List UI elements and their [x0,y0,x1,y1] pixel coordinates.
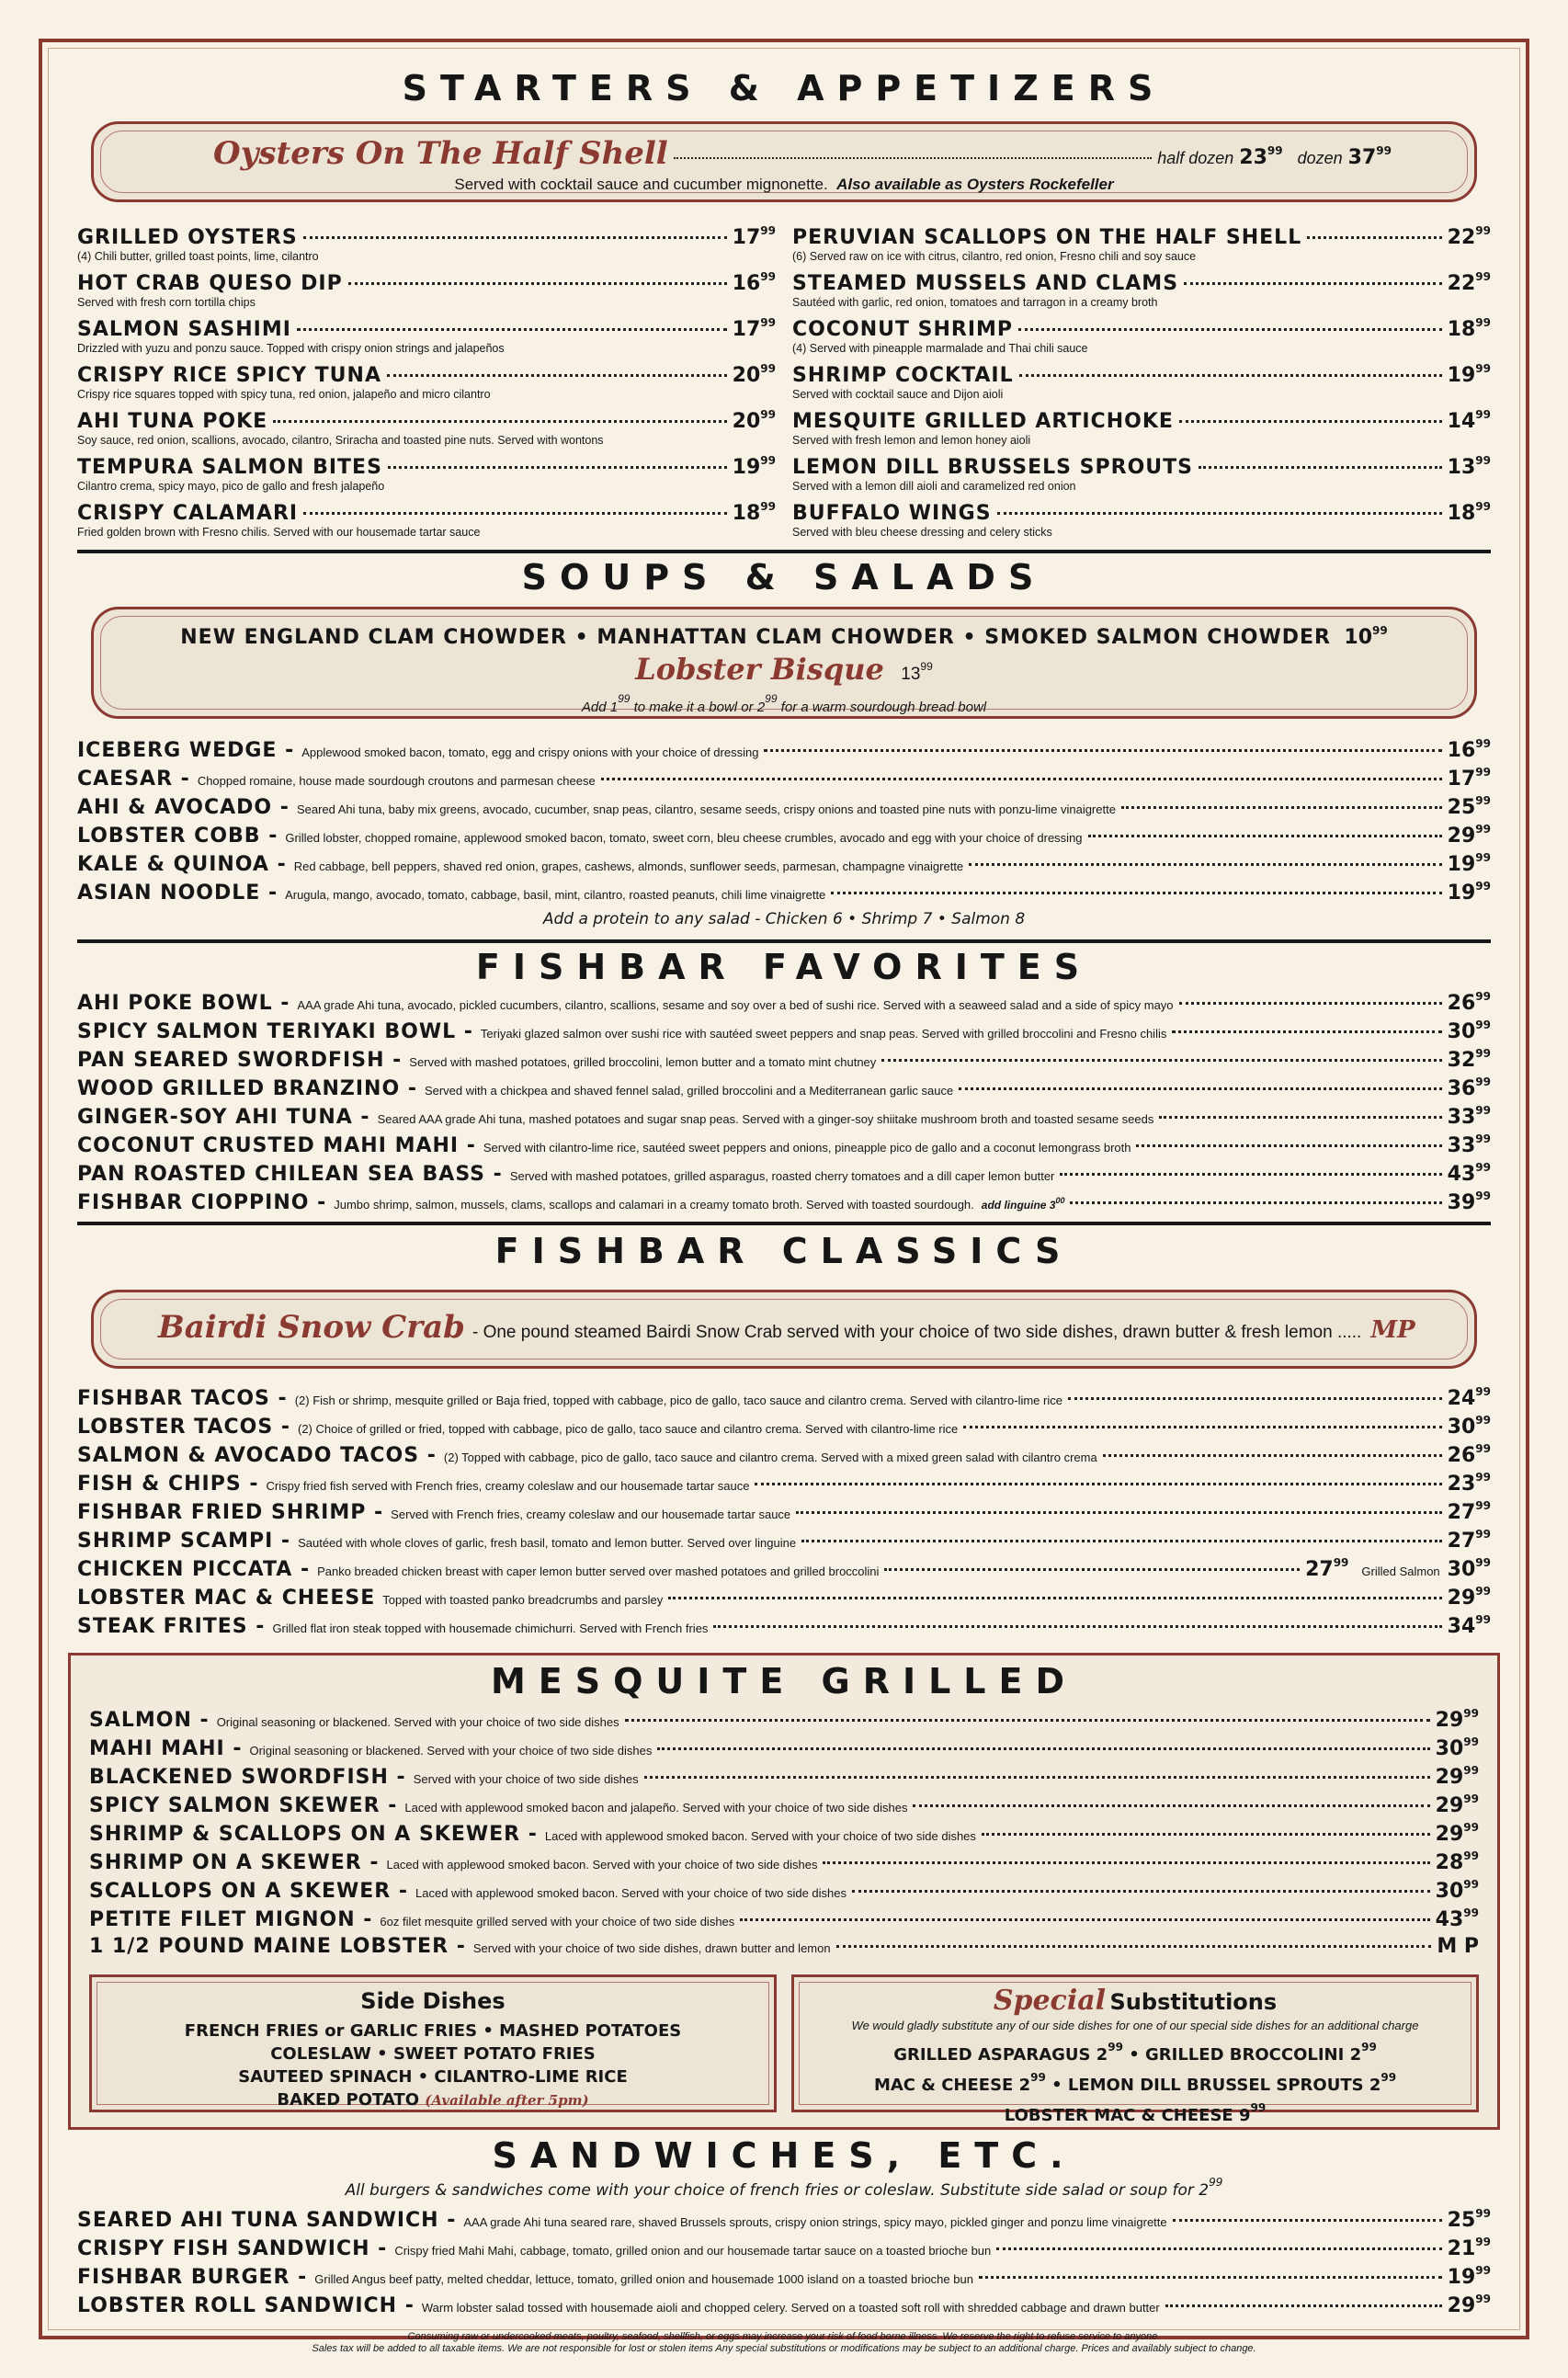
special-line: LOBSTER MAC & CHEESE $9^{99}$ [1004,2100,1267,2125]
menu-item: GRILLED OYSTERS $17^{99}$ (4) Chili butter, grilled toast points, lime, cilantro [77,223,776,263]
menu-item: WOOD GRILLED BRANZINO - Served with a chickpea and shaved fennel salad, grilled broccolini and a Mediterranean garlic sauce $36^{99}$ [77,1075,1491,1101]
special-title: Special Substitutions [993,1984,1278,2017]
dozen-price: $37^{99}$ [1347,143,1392,169]
side-dishes-line: BAKED POTATO (Available after 5pm) [277,2089,589,2110]
menu-item: GINGER-SOY AHI TUNA - Seared AAA grade Ahi tuna, mashed potatoes and sugar snap peas. Served with a ginger-soy shiitake mushroom broth and toasted sesame seeds $33^{99}$ [77,1104,1491,1130]
menu-item: SHRIMP ON A SKEWER - Laced with applewood smoked bacon. Served with your choice of two side dishes $28^{99}$ [89,1849,1479,1874]
special-line: GRILLED ASPARAGUS $2^{99}$ • GRILLED BROCCOLINI $2^{99}$ [893,2040,1377,2065]
sides-row [89,1974,1479,2125]
section-title-favorites: FISHBAR FAVORITES [475,946,1093,987]
section-title-starters: STARTERS & APPETIZERS [402,68,1166,108]
menu-item: FISHBAR FRIED SHRIMP - Served with French fries, creamy coleslaw and our housemade tartar sauce $27^{99}$ [77,1499,1491,1525]
menu-item: COCONUT SHRIMP $18^{99}$ (4) Served with pineapple marmalade and Thai chili sauce [792,315,1491,355]
menu-item: 1 1/2 POUND MAINE LOBSTER - Served with your choice of two side dishes, drawn butter and lemon M P [89,1934,1479,1958]
menu-item: STEAMED MUSSELS AND CLAMS $22^{99}$ Sautéed with garlic, red onion, tomatoes and tarragon in a creamy broth [792,269,1491,309]
menu-item: CRISPY RICE SPICY TUNA $20^{99}$ Crispy rice squares topped with spicy tuna, red onion, jalapeño and micro cilantro [77,361,776,401]
oysters-title: Oysters On The Half Shell [213,134,668,172]
section-title-soups: SOUPS & SALADS [521,556,1047,597]
menu-item: PERUVIAN SCALLOPS ON THE HALF SHELL $22^{99}$ (6) Served raw on ice with citrus, cilantro, red onion, Fresno chili and soy sauce [792,223,1491,263]
menu-item: TEMPURA SALMON BITES $19^{99}$ Cilantro crema, spicy mayo, pico de gallo and fresh jalapeño [77,453,776,493]
menu-item: SALMON SASHIMI $17^{99}$ Drizzled with yuzu and ponzu sauce. Topped with crispy onion strings and jalapeños [77,315,776,355]
oysters-banner [91,121,1477,202]
menu-item: CHICKEN PICCATA - Panko breaded chicken breast with caper lemon butter served over mashed potatoes and grilled broccolini $27^{99}$ Grilled Salmon $30^{99}$ [77,1556,1491,1582]
side-dishes-line: FRENCH FRIES or GARLIC FRIES • MASHED POTATOES [184,2020,682,2041]
menu-item: MESQUITE GRILLED ARTICHOKE $14^{99}$ Served with fresh lemon and lemon honey aioli [792,407,1491,447]
menu-item: BUFFALO WINGS $18^{99}$ Served with bleu cheese dressing and celery sticks [792,499,1491,539]
footer-line: Sales tax will be added to all taxable items. We are not responsible for lost or stolen items Any special substitutions or modifications may be subject to an additional charge. Prices and availably subject to change. [312,2343,1256,2354]
menu-item: SPICY SALMON TERIYAKI BOWL - Teriyaki glazed salmon over sushi rice with sautéed sweet peppers and snap peas. Served with grilled broccolini and Fresno chilis $30^{99}$ [77,1018,1491,1044]
mesquite-list [89,1707,1479,1963]
menu-item: MAHI MAHI - Original seasoning or blackened. Served with your choice of two side dishes $30^{99}$ [89,1735,1479,1760]
menu-item: SHRIMP & SCALLOPS ON A SKEWER - Laced with applewood smoked bacon. Served with your choice of two side dishes $29^{99}$ [89,1820,1479,1846]
starters-left-column [77,224,776,546]
salad-list [77,737,1491,908]
menu-item: SHRIMP COCKTAIL $19^{99}$ Served with cocktail sauce and Dijon aioli [792,361,1491,401]
favorites-list [77,990,1491,1218]
menu-item: AHI TUNA POKE $20^{99}$ Soy sauce, red onion, scallions, avocado, cilantro, Sriracha and toasted pine nuts. Served with wontons [77,407,776,447]
protein-note: Add a protein to any salad - Chicken 6 • Shrimp 7 • Salmon 8 [542,909,1026,928]
bisque-line: Lobster Bisque $13^{99}$ [635,651,933,687]
menu-item: PETITE FILET MIGNON - 6oz filet mesquite grilled served with your choice of two side dishes $43^{99}$ [89,1906,1479,1931]
sandwiches-list [77,2207,1491,2321]
classics-list [77,1385,1491,1642]
menu-item: AHI POKE BOWL - AAA grade Ahi tuna, avocado, pickled cucumbers, cilantro, scallions, sesame and soy over a bed of sushi rice. Served with a seaweed salad and a side of spicy mayo $26^{99}$ [77,990,1491,1016]
section-divider [77,1222,1491,1225]
mesquite-box [68,1653,1500,2130]
menu-item: FISH & CHIPS - Crispy fried fish served with French fries, creamy coleslaw and our housemade tartar sauce $23^{99}$ [77,1471,1491,1496]
section-title-sandwiches: SANDWICHES, ETC. [492,2134,1076,2176]
menu-item: HOT CRAB QUESO DIP $16^{99}$ Served with fresh corn tortilla chips [77,269,776,309]
bread-bowl-note: Add $1^{99}$ to make it a bowl or $2^{99}$ for a warm sourdough bread bowl [581,691,987,715]
menu-item: CRISPY CALAMARI $18^{99}$ Fried golden brown with Fresno chilis. Served with our housemade tartar sauce [77,499,776,539]
section-divider [77,550,1491,553]
menu-item: FISHBAR BURGER - Grilled Angus beef patty, melted cheddar, lettuce, tomato, grilled onion and housemade 1000 island on a toasted brioche bun $19^{99}$ [77,2263,1491,2289]
menu-item: PAN SEARED SWORDFISH - Served with mashed potatoes, grilled broccolini, lemon butter and a tomato mint chutney $32^{99}$ [77,1047,1491,1073]
menu-item: LEMON DILL BRUSSELS SPROUTS $13^{99}$ Served with a lemon dill aioli and caramelized red onion [792,453,1491,493]
section-divider [77,939,1491,943]
special-note: We would gladly substitute any of our side dishes for one of our special side dishes for an additional charge [851,2018,1419,2032]
snow-crab-banner [91,1290,1477,1369]
menu-item: LOBSTER COBB - Grilled lobster, chopped romaine, applewood smoked bacon, tomato, sweet corn, bleu cheese crumbles, avocado and egg with your choice of dressing $29^{99}$ [77,822,1491,848]
starters-right-column [792,224,1491,546]
special-line: MAC & CHEESE $2^{99}$ • LEMON DILL BRUSSEL SPROUTS $2^{99}$ [873,2070,1397,2095]
half-dozen-price: $23^{99}$ [1239,143,1283,169]
footer-line: Consuming raw or undercooked meats, poultry, seafood, shellfish, or eggs may increase your risk of food borne illness. We reserve the right to refuse service to anyone. [407,2331,1161,2342]
snow-crab-line: Bairdi Snow Crab - One pound steamed Bairdi Snow Crab served with your choice of two side dishes, drawn butter & fresh lemon ..... MP [158,1309,1415,1347]
menu-item: LOBSTER TACOS - (2) Choice of grilled or fried, topped with cabbage, pico de gallo, taco sauce and cilantro crema. Served with cilantro-lime rice $30^{99}$ [77,1414,1491,1439]
menu-item: ASIAN NOODLE - Arugula, mango, avocado, tomato, cabbage, basil, mint, cilantro, roasted peanuts, chili lime vinaigrette $19^{99}$ [77,879,1491,905]
footer-disclaimer [0,2331,1568,2355]
side-dishes-box [89,1974,777,2112]
menu-item: SALMON - Original seasoning or blackened. Served with your choice of two side dishes $29^{99}$ [89,1706,1479,1732]
side-dishes-line: SAUTEED SPINACH • CILANTRO-LIME RICE [238,2066,628,2087]
section-title-classics: FISHBAR CLASSICS [494,1231,1074,1272]
menu-item: SEARED AHI TUNA SANDWICH - AAA grade Ahi tuna seared rare, shaved Brussels sprouts, crispy onion strings, spicy mayo, pickled ginger and ponzu lime vinaigrette $25^{99}$ [77,2206,1491,2232]
menu-item: BLACKENED SWORDFISH - Served with your choice of two side dishes $29^{99}$ [89,1763,1479,1789]
menu-item: SPICY SALMON SKEWER - Laced with applewood smoked bacon and jalapeño. Served with your choice of two side dishes $29^{99}$ [89,1792,1479,1817]
menu-item: SCALLOPS ON A SKEWER - Laced with applewood smoked bacon. Served with your choice of two side dishes $30^{99}$ [89,1877,1479,1903]
menu-item: COCONUT CRUSTED MAHI MAHI - Served with cilantro-lime rice, sautéed sweet peppers and onions, pineapple pico de gallo and a coconut lemongrass broth $33^{99}$ [77,1132,1491,1158]
starters-columns [77,224,1491,546]
section-title-mesquite: MESQUITE GRILLED [490,1661,1078,1702]
menu-item: SHRIMP SCAMPI - Sautéed with whole cloves of garlic, fresh basil, tomato and lemon butter. Served over linguine $27^{99}$ [77,1528,1491,1553]
menu-item: LOBSTER MAC & CHEESE Topped with toasted panko breadcrumbs and parsley $29^{99}$ [77,1585,1491,1610]
menu-item: PAN ROASTED CHILEAN SEA BASS - Served with mashed potatoes, grilled asparagus, roasted cherry tomatoes and a dill caper lemon butter $43^{99}$ [77,1161,1491,1187]
menu-item: CAESAR - Chopped romaine, house made sourdough croutons and parmesan cheese $17^{99}$ [77,765,1491,791]
side-dishes-line: COLESLAW • SWEET POTATO FRIES [270,2043,596,2064]
menu-item: FISHBAR TACOS - (2) Fish or shrimp, mesquite grilled or Baja fried, topped with cabbage, pico de gallo, taco sauce and cilantro crema. Served with cilantro-lime rice $24^{99}$ [77,1385,1491,1411]
leader-dots [674,157,1153,159]
chowder-line: NEW ENGLAND CLAM CHOWDER • MANHATTAN CLAM CHOWDER • SMOKED SALMON CHOWDER $10^{99}$ [180,623,1388,649]
menu-item: FISHBAR CIOPPINO - Jumbo shrimp, salmon, mussels, clams, scallops and calamari in a creamy tomato broth. Served with toasted sourdough. add linguine $3^{00}$ $39^{99}$ [77,1189,1491,1215]
dozen-label: dozen [1297,148,1343,167]
menu-item: AHI & AVOCADO - Seared Ahi tuna, baby mix greens, avocado, cucumber, snap peas, cilantro, sesame seeds, crispy onions and toasted pine nuts with ponzu-lime vinaigrette $25^{99}$ [77,793,1491,819]
menu-item: CRISPY FISH SANDWICH - Crispy fried Mahi Mahi, cabbage, tomato, grilled onion and our housemade tartar sauce on a toasted brioche bun $21^{99}$ [77,2235,1491,2260]
sandwiches-note: All burgers & sandwiches come with your choice of french fries or coleslaw. Substitute side salad or soup for $2^{99}$ [345,2175,1223,2200]
special-substitutions-box [791,1974,1479,2125]
side-dishes-title: Side Dishes [360,1987,506,2014]
menu-item: SALMON & AVOCADO TACOS - (2) Topped with cabbage, pico de gallo, taco sauce and cilantro crema. Served with a mixed green salad with cilantro crema $26^{99}$ [77,1442,1491,1468]
oysters-description: Served with cocktail sauce and cucumber mignonette. Also available as Oysters Rockefeller [454,175,1114,193]
menu-item: STEAK FRITES - Grilled flat iron steak topped with housemade chimichurri. Served with French fries $34^{99}$ [77,1613,1491,1639]
menu-item: KALE & QUINOA - Red cabbage, bell peppers, shaved red onion, grapes, cashews, almonds, sunflower seeds, parmesan, champagne vinaigrette $19^{99}$ [77,850,1491,876]
menu-content [77,55,1491,2321]
menu-item: LOBSTER ROLL SANDWICH - Warm lobster salad tossed with housemade aioli and chopped celery. Served on a toasted soft roll with shredded cabbage and drawn butter $29^{99}$ [77,2292,1491,2317]
menu-item: ICEBERG WEDGE - Applewood smoked bacon, tomato, egg and crispy onions with your choice of dressing $16^{99}$ [77,736,1491,762]
half-dozen-label: half dozen [1157,148,1234,167]
soups-banner [91,607,1477,719]
